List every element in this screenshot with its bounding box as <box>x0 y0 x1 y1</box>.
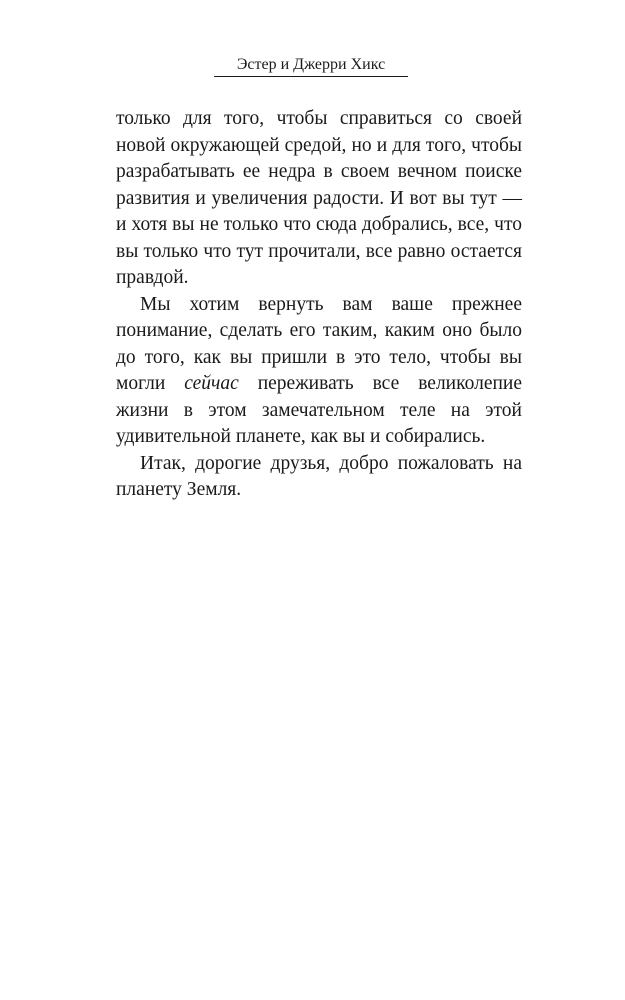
paragraph-2 <box>116 292 522 451</box>
paragraph-3: Итак, дорогие друзья, добро пожаловать на планету Земля. <box>116 452 522 500</box>
running-header <box>214 56 408 77</box>
body-text <box>116 106 522 504</box>
emphasis-word: сейчас <box>184 373 239 394</box>
running-header-title: Эстер и Джерри Хикс <box>236 56 386 73</box>
header-rule <box>214 76 408 77</box>
paragraph-1: только для того, чтобы справиться со своей новой окружающей средой, но и для того, чтобы разрабатывать ее недра в своем вечном поиске развития и увеличения радости. И вот вы тут — и хотя вы не только что сюда добрались, все, что вы только что тут прочитали, все равно остается правдой. <box>116 108 522 288</box>
paragraph-2-start: Мы хотим вернуть вам ваше прежнее понимание, сделать его таким, каким оно было до того, как вы пришли в это тело, чтобы вы могли <box>116 293 522 394</box>
paragraph-2-end: переживать все великолепие жизни в этом замечательном теле на этой удивительной планете, как вы и собирались. <box>116 373 522 447</box>
